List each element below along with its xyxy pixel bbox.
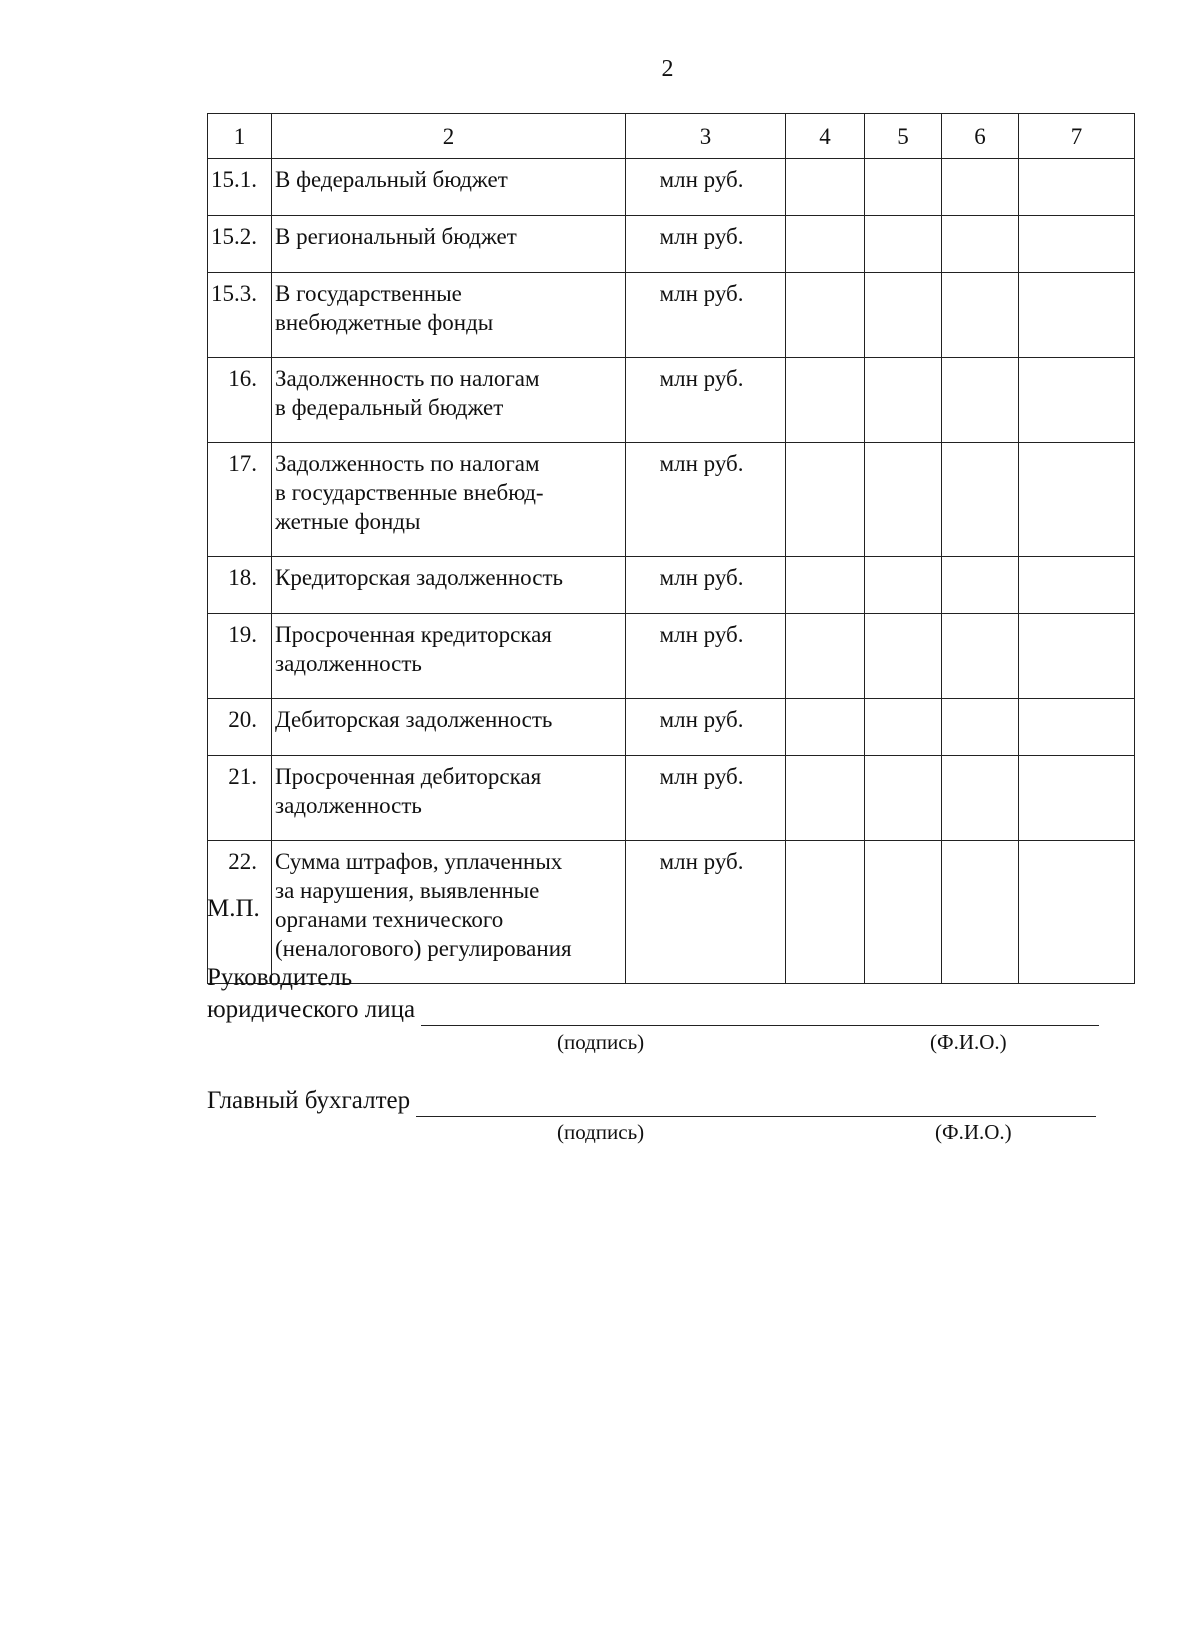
indicator-name-line: в государственные внебюд- xyxy=(275,480,544,505)
signature-title-line: Главный бухгалтер xyxy=(207,1087,411,1114)
indicator-name-cell xyxy=(272,358,626,443)
value-cell-c4[interactable] xyxy=(786,614,865,699)
value-cell-c5[interactable] xyxy=(865,443,942,557)
indicator-name-line: за нарушения, выявленные xyxy=(275,878,540,903)
value-cell-c4[interactable] xyxy=(786,557,865,614)
row-number-cell: 20. xyxy=(208,699,272,756)
value-cell-c6[interactable] xyxy=(942,443,1019,557)
value-cell-c5[interactable] xyxy=(865,273,942,358)
indicator-name-line: Дебиторская задолженность xyxy=(275,707,553,732)
value-cell-c7[interactable] xyxy=(1019,443,1135,557)
indicator-name-line: в федеральный бюджет xyxy=(275,395,504,420)
accountant-signature-block xyxy=(207,1085,1096,1117)
row-number-cell: 22. xyxy=(208,841,272,984)
indicator-name-line: Задолженность по налогам xyxy=(275,451,540,476)
indicator-name-line: Сумма штрафов, уплаченных xyxy=(275,849,563,874)
value-cell-c5[interactable] xyxy=(865,358,942,443)
indicator-name-line: В государственные xyxy=(275,281,462,306)
indicator-name-cell xyxy=(272,443,626,557)
indicator-name-line: В федеральный бюджет xyxy=(275,167,508,192)
value-cell-c7[interactable] xyxy=(1019,159,1135,216)
head-signature-line[interactable] xyxy=(421,999,1099,1026)
signature-title-line: юридического лица xyxy=(207,996,416,1023)
table-row xyxy=(208,699,1135,756)
indicator-name-cell xyxy=(272,273,626,358)
indicator-name-line: задолженность xyxy=(275,793,422,818)
table-row xyxy=(208,159,1135,216)
value-cell-c4[interactable] xyxy=(786,756,865,841)
value-cell-c6[interactable] xyxy=(942,358,1019,443)
indicator-name-cell xyxy=(272,159,626,216)
table-row xyxy=(208,273,1135,358)
header-cell: 1 xyxy=(208,114,272,159)
unit-cell: млн руб. xyxy=(626,699,786,756)
unit-cell: млн руб. xyxy=(626,841,786,984)
value-cell-c4[interactable] xyxy=(786,216,865,273)
value-cell-c5[interactable] xyxy=(865,557,942,614)
table-row xyxy=(208,557,1135,614)
unit-cell: млн руб. xyxy=(626,273,786,358)
row-number-cell: 17. xyxy=(208,443,272,557)
indicator-name-line: В региональный бюджет xyxy=(275,224,517,249)
indicator-name-line: Кредиторская задолженность xyxy=(275,565,563,590)
accountant-signature-line[interactable] xyxy=(416,1090,1096,1117)
value-cell-c7[interactable] xyxy=(1019,557,1135,614)
table-row xyxy=(208,756,1135,841)
value-cell-c7[interactable] xyxy=(1019,756,1135,841)
header-cell: 2 xyxy=(272,114,626,159)
indicator-name-cell xyxy=(272,614,626,699)
stamp-label: М.П. xyxy=(207,895,260,922)
unit-cell: млн руб. xyxy=(626,216,786,273)
table-row xyxy=(208,443,1135,557)
row-number-cell: 15.3. xyxy=(208,273,272,358)
indicator-name-cell xyxy=(272,756,626,841)
value-cell-c6[interactable] xyxy=(942,159,1019,216)
table-header-row xyxy=(208,114,1135,159)
unit-cell: млн руб. xyxy=(626,756,786,841)
indicator-name-cell xyxy=(272,216,626,273)
indicator-name-line: жетные фонды xyxy=(275,509,421,534)
row-number-cell: 15.2. xyxy=(208,216,272,273)
value-cell-c4[interactable] xyxy=(786,273,865,358)
indicator-name-line: задолженность xyxy=(275,651,422,676)
indicators-table xyxy=(207,113,1135,984)
header-cell: 4 xyxy=(786,114,865,159)
signature-caption: (подпись) xyxy=(557,1120,645,1144)
value-cell-c6[interactable] xyxy=(942,557,1019,614)
indicator-name-cell xyxy=(272,557,626,614)
indicator-name-line: Задолженность по налогам xyxy=(275,366,540,391)
unit-cell: млн руб. xyxy=(626,614,786,699)
value-cell-c4[interactable] xyxy=(786,358,865,443)
indicator-name-line: Просроченная кредиторская xyxy=(275,622,552,647)
header-cell: 6 xyxy=(942,114,1019,159)
signature-title-line: Руководитель xyxy=(207,964,353,991)
value-cell-c7[interactable] xyxy=(1019,614,1135,699)
row-number-cell: 19. xyxy=(208,614,272,699)
row-number-cell: 18. xyxy=(208,557,272,614)
indicator-name-line: внебюджетные фонды xyxy=(275,310,494,335)
indicator-name-cell xyxy=(272,699,626,756)
value-cell-c7[interactable] xyxy=(1019,273,1135,358)
unit-cell: млн руб. xyxy=(626,557,786,614)
value-cell-c6[interactable] xyxy=(942,699,1019,756)
signature-caption: (подпись) xyxy=(557,1030,645,1054)
unit-cell: млн руб. xyxy=(626,159,786,216)
value-cell-c5[interactable] xyxy=(865,756,942,841)
indicator-name-line: Просроченная дебиторская xyxy=(275,764,542,789)
name-caption: (Ф.И.О.) xyxy=(930,1030,1007,1054)
value-cell-c6[interactable] xyxy=(942,614,1019,699)
value-cell-c7[interactable] xyxy=(1019,699,1135,756)
value-cell-c6[interactable] xyxy=(942,216,1019,273)
value-cell-c7[interactable] xyxy=(1019,216,1135,273)
header-cell: 7 xyxy=(1019,114,1135,159)
value-cell-c4[interactable] xyxy=(786,443,865,557)
indicator-name-line: органами технического xyxy=(275,907,504,932)
value-cell-c7[interactable] xyxy=(1019,358,1135,443)
value-cell-c6[interactable] xyxy=(942,756,1019,841)
row-number-cell: 21. xyxy=(208,756,272,841)
value-cell-c5[interactable] xyxy=(865,216,942,273)
value-cell-c4[interactable] xyxy=(786,699,865,756)
head-signature-block xyxy=(207,962,1099,1026)
value-cell-c5[interactable] xyxy=(865,159,942,216)
value-cell-c4[interactable] xyxy=(786,159,865,216)
value-cell-c5[interactable] xyxy=(865,699,942,756)
unit-cell: млн руб. xyxy=(626,443,786,557)
row-number-cell: 16. xyxy=(208,358,272,443)
value-cell-c5[interactable] xyxy=(865,614,942,699)
row-number-cell: 15.1. xyxy=(208,159,272,216)
header-cell: 5 xyxy=(865,114,942,159)
table-row xyxy=(208,614,1135,699)
table-row xyxy=(208,358,1135,443)
table-row xyxy=(208,216,1135,273)
page-number: 2 xyxy=(661,56,674,82)
header-cell: 3 xyxy=(626,114,786,159)
name-caption: (Ф.И.О.) xyxy=(935,1120,1012,1144)
unit-cell: млн руб. xyxy=(626,358,786,443)
indicator-name-line: (неналогового) регулирования xyxy=(275,936,572,961)
value-cell-c6[interactable] xyxy=(942,273,1019,358)
